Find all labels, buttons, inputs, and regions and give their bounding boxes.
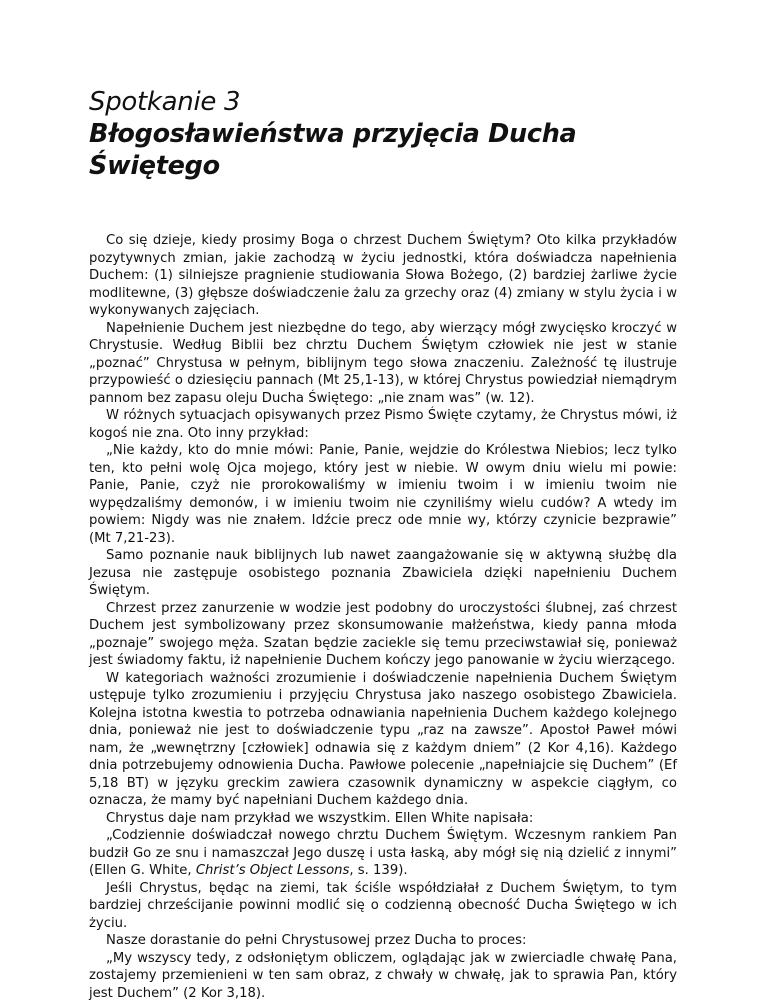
book-title: Christ’s Object Lessons [196, 863, 350, 878]
page-title-line-2: Świętego [89, 150, 689, 182]
paragraph: Jeśli Chrystus, będąc na ziemi, tak ściśle współdziałał z Duchem Świętym, to tym bardziej chrześcijanie powinni modlić się o codzienną obecność Ducha Świętego w ich życiu. [89, 880, 677, 933]
quote-paragraph [89, 827, 677, 880]
quote-paragraph: „Nie każdy, kto do mnie mówi: Panie, Panie, wejdzie do Królestwa Niebios; lecz tylko ten, kto pełni wolę Ojca mojego, który jest w niebie. W owym dniu wielu mi powie: Panie, Panie, czyż nie prorokowaliśmy w imieniu twoim i w imieniu twoim nie wypędzaliśmy demonów, i w imieniu twoim nie czyniliśmy wielu cudów? A wtedy im powiem: Nigdy was nie znałem. Idźcie precz ode mnie wy, którzy czynicie bezprawie” (Mt 7,21-23). [89, 442, 677, 547]
paragraph: Nasze dorastanie do pełni Chrystusowej przez Ducha to proces: [89, 932, 677, 950]
meeting-number-subtitle: Spotkanie 3 [89, 86, 689, 118]
quote-paragraph: „My wszyscy tedy, z odsłoniętym obliczem, oglądając jak w zwierciadle chwałę Pana, zostajemy przemienieni w ten sam obraz, z chwały w chwałę, jak to sprawia Pan, który jest Duchem” (2 Kor 3,18). [89, 950, 677, 1002]
quote-text: „Codziennie doświadczał nowego chrztu Duchem Świętym. Wczesnym rankiem Pan budził Go ze snu i namaszczał Jego duszę i usta łaską, aby mógł się nią dzielić z innymi” (Ellen G. White, [89, 828, 677, 878]
citation-end: , s. 139). [349, 863, 407, 878]
paragraph: Napełnienie Duchem jest niezbędne do tego, aby wierzący mógł zwycięsko kroczyć w Chrystusie. Według Biblii bez chrztu Duchem Świętym człowiek nie jest w stanie „poznać” Chrystusa w pełnym, biblijnym tego słowa znaczeniu. Zależność tę ilustruje przypowieść o dziesięciu pannach (Mt 25,1-13), w której Chrystus powiedział niemądrym pannom bez zapasu oleju Ducha Świętego: „nie znam was” (w. 12). [89, 320, 677, 408]
paragraph: Chrystus daje nam przykład we wszystkim. Ellen White napisała: [89, 810, 677, 828]
paragraph: W różnych sytuacjach opisywanych przez Pismo Święte czytamy, że Chrystus mówi, iż kogoś nie zna. Oto inny przykład: [89, 407, 677, 442]
page-title-line-1: Błogosławieństwa przyjęcia Ducha [89, 118, 689, 150]
paragraph: Chrzest przez zanurzenie w wodzie jest podobny do uroczystości ślubnej, zaś chrzest Duchem jest symbolizowany przez skonsumowanie małżeństwa, kiedy panna młoda „poznaje” swojego męża. Szatan będzie zaciekle się temu przeciwstawiał się, ponieważ jest świadomy faktu, iż napełnienie Duchem kończy jego panowanie w życiu wierzącego. [89, 600, 677, 670]
body-text [89, 232, 677, 1002]
paragraph: Samo poznanie nauk biblijnych lub nawet zaangażowanie się w aktywną służbę dla Jezusa nie zastępuje osobistego poznania Zbawiciela dzięki napełnieniu Duchem Świętym. [89, 547, 677, 600]
document-heading [89, 86, 689, 182]
paragraph: W kategoriach ważności zrozumienie i doświadczenie napełnienia Duchem Świętym ustępuje tylko zrozumieniu i przyjęciu Chrystusa jako naszego osobistego Zbawiciela. Kolejna istotna kwestia to potrzeba odnawiania napełnienia Duchem każdego kolejnego dnia, ponieważ nie jest to doświadczenie typu „raz na zawsze”. Apostoł Paweł mówi nam, że „wewnętrzny [człowiek] odnawia się z każdym dniem” (2 Kor 4,16). Każdego dnia potrzebujemy odnowienia Ducha. Pawłowe polecenie „napełniajcie się Duchem” (Ef 5,18 BT) w języku greckim zawiera czasownik dynamiczny w aspekcie ciągłym, co oznacza, że mamy być napełniani Duchem każdego dnia. [89, 670, 677, 810]
paragraph: Co się dzieje, kiedy prosimy Boga o chrzest Duchem Świętym? Oto kilka przykładów pozytywnych zmian, jakie zachodzą w życiu jednostki, która doświadcza napełnienia Duchem: (1) silniejsze pragnienie studiowania Słowa Bożego, (2) bardziej żarliwe życie modlitewne, (3) głębsze doświadczenie żalu za grzechy oraz (4) zmiany w stylu życia i w wykonywanych zajęciach. [89, 232, 677, 320]
